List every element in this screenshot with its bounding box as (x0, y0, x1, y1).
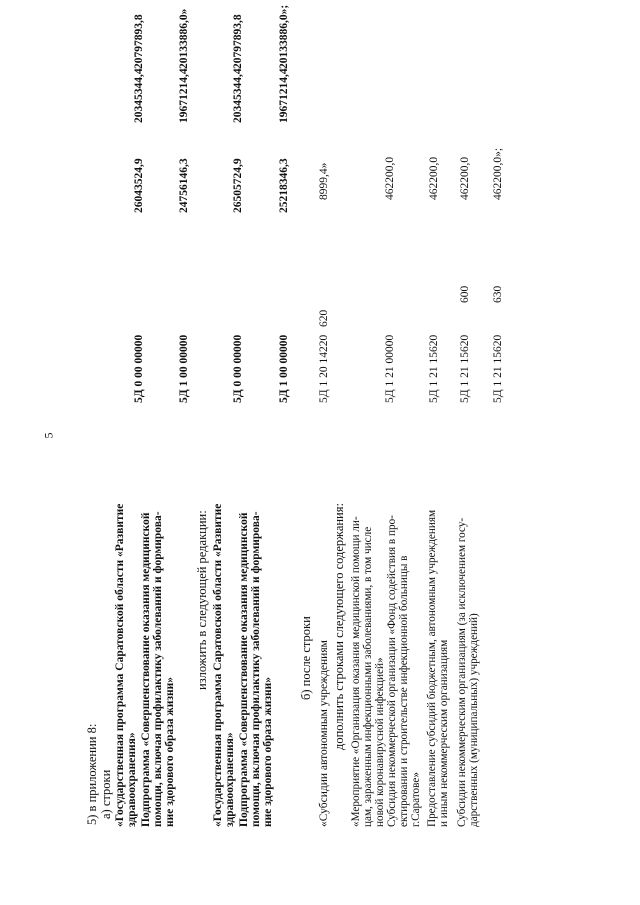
row-a-old-1-value-3: 20797893,8 (133, 14, 145, 69)
row-b-added-1-line-3: новой коронавирусной инфекцией» (374, 657, 386, 827)
row-b-added-4-line-1: Субсидии некоммерческим организациям (за исключением госу- (456, 517, 468, 827)
row-b-added-3-line-1: Предоставление субсидий бюджетным, автономным учреждениям (426, 509, 438, 827)
row-a-old-2-line-1: Подпрограмма «Совершенствование оказания медицинской (140, 512, 152, 827)
part-b-label: б) после строки (299, 616, 313, 700)
row-b-after-type: 620 (318, 309, 330, 327)
row-b-added-3-code: 5Д 1 21 15620 (459, 334, 471, 403)
row-b-added-4-line-2: дарственных (муниципальных) учреждений) (468, 613, 480, 827)
row-b-added-2-code: 5Д 1 21 15620 (428, 334, 440, 403)
row-b-added-4-code: 5Д 1 21 15620 (492, 334, 504, 403)
row-a-old-1-value-2: 20345344,4 (133, 68, 145, 123)
row-b-added-3-value: 462200,0 (459, 156, 471, 200)
row-b-added-1-value: 462200,0 (384, 156, 396, 200)
row-a-new-2-value-2: 19671214,4 (278, 68, 290, 123)
row-a-old-2-value-2: 19671214,4 (178, 68, 190, 123)
row-b-added-3-line-2: и иным некоммерческим организациям (438, 639, 450, 827)
row-b-added-2-value: 462200,0 (428, 156, 440, 200)
row-b-added-2-line-1: Субсидия некоммерческой организации «Фонд содействия в про- (386, 515, 398, 827)
row-a-old-2-code: 5Д 1 00 00000 (178, 334, 190, 403)
row-a-old-1-code: 5Д 0 00 00000 (133, 334, 145, 403)
part-a-replace-label: изложить в следующей редакции: (195, 510, 209, 690)
row-a-new-2-line-2: помощи, включая профилактику заболеваний и формирова- (250, 511, 262, 827)
row-b-after-value: 8999,4» (318, 162, 330, 200)
part-a-label: а) строки (99, 769, 113, 819)
page-number: 5 (41, 432, 56, 439)
row-a-new-1-value-2: 20345344,4 (232, 68, 244, 123)
row-a-new-2-line-3: ние здорового образа жизни» (262, 677, 274, 827)
row-a-old-1-value-1: 26043524,9 (133, 158, 145, 213)
row-a-old-2-line-2: помощи, включая профилактику заболеваний и формирова- (152, 511, 164, 827)
row-b-after-code: 5Д 1 20 14220 (318, 334, 330, 403)
row-a-old-1-line-1: «Государственная программа Саратовской области «Развитие (114, 503, 126, 827)
row-a-new-1-line-1: «Государственная программа Саратовской области «Развитие (212, 503, 224, 827)
row-b-added-1-line-2: цам, зараженным инфекционными заболеваниями, в том числе (362, 526, 374, 827)
row-a-old-2-line-3: ние здорового образа жизни» (164, 677, 176, 827)
row-a-new-2-value-1: 25218346,3 (278, 158, 290, 213)
section-heading: 5) в приложении 8: (85, 723, 99, 825)
row-b-added-2-line-2: ектировании и строительстве инфекционной больницы в (398, 555, 410, 827)
row-b-added-1-line-1: «Мероприятие «Организация оказания медицинской помощи ли- (350, 516, 362, 827)
row-a-old-1-line-2: здравоохранения» (126, 732, 138, 827)
row-a-old-2-value-1: 24756146,3 (178, 158, 190, 213)
row-a-new-1-code: 5Д 0 00 00000 (232, 334, 244, 403)
row-a-new-1-value-1: 26505724,9 (232, 158, 244, 213)
row-b-added-2-line-3: г.Саратове» (410, 772, 422, 827)
row-b-added-4-type: 630 (492, 285, 504, 303)
row-b-added-1-code: 5Д 1 21 00000 (384, 334, 396, 403)
row-a-new-2-code: 5Д 1 00 00000 (278, 334, 290, 403)
row-b-added-4-value: 462200,0»; (492, 147, 504, 200)
row-a-new-1-value-3: 20797893,8 (232, 14, 244, 69)
row-a-new-1-line-2: здравоохранения» (224, 732, 236, 827)
row-a-old-2-value-3: 20133886,0» (178, 8, 190, 69)
part-b-add-label: дополнить строками следующего содержания: (332, 503, 346, 750)
row-b-after-text: «Субсидии автономным учреждениям (318, 640, 330, 827)
row-b-added-3-type: 600 (459, 285, 471, 303)
row-a-new-2-value-3: 20133886,0»; (278, 4, 290, 69)
row-a-new-2-line-1: Подпрограмма «Совершенствование оказания медицинской (238, 512, 250, 827)
